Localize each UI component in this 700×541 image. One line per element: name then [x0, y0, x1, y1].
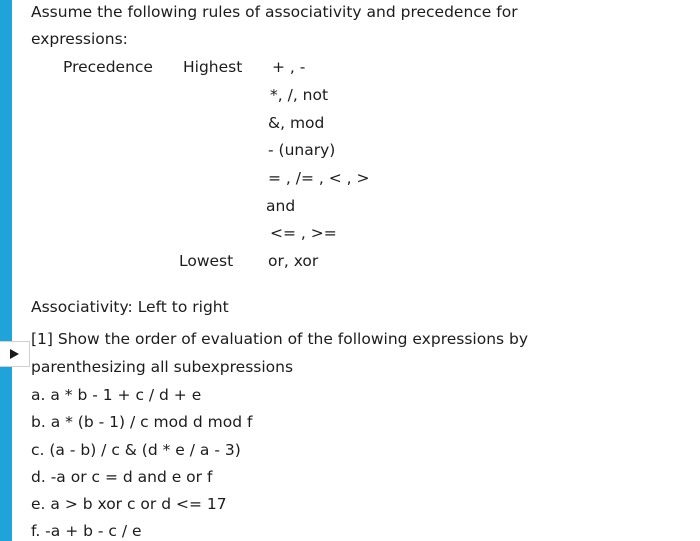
- lowest-label: Lowest: [179, 252, 234, 270]
- expression-d: d. -a or c = d and e or f: [31, 468, 213, 486]
- precedence-level-1: + , -: [272, 58, 306, 76]
- precedence-level-2: *, /, not: [270, 86, 329, 104]
- precedence-level-4: - (unary): [268, 141, 336, 159]
- intro-line-2: expressions:: [31, 30, 128, 48]
- precedence-level-6: and: [266, 197, 296, 215]
- intro-line-1: Assume the following rules of associativity and precedence for: [31, 3, 518, 21]
- precedence-level-7: <= , >=: [270, 224, 337, 242]
- expression-a: a. a * b - 1 + c / d + e: [31, 386, 202, 404]
- associativity-text: Associativity: Left to right: [31, 298, 229, 316]
- expression-b: b. a * (b - 1) / c mod d mod f: [31, 413, 253, 431]
- precedence-level-5: = , /= , < , >: [268, 169, 370, 187]
- question-line-1: [1] Show the order of evaluation of the following expressions by: [31, 330, 529, 348]
- expand-toggle[interactable]: [0, 341, 30, 367]
- expression-f: f. -a + b - c / e: [31, 522, 142, 540]
- left-accent-bar: [0, 0, 12, 541]
- precedence-label: Precedence: [63, 58, 153, 76]
- precedence-level-3: &, mod: [268, 114, 325, 132]
- play-arrow-icon: [10, 349, 19, 359]
- precedence-level-8: or, xor: [268, 252, 319, 270]
- expression-e: e. a > b xor c or d <= 17: [31, 495, 227, 513]
- expression-c: c. (a - b) / c & (d * e / a - 3): [31, 441, 241, 459]
- highest-label: Highest: [183, 58, 243, 76]
- question-line-2: parenthesizing all subexpressions: [31, 358, 294, 376]
